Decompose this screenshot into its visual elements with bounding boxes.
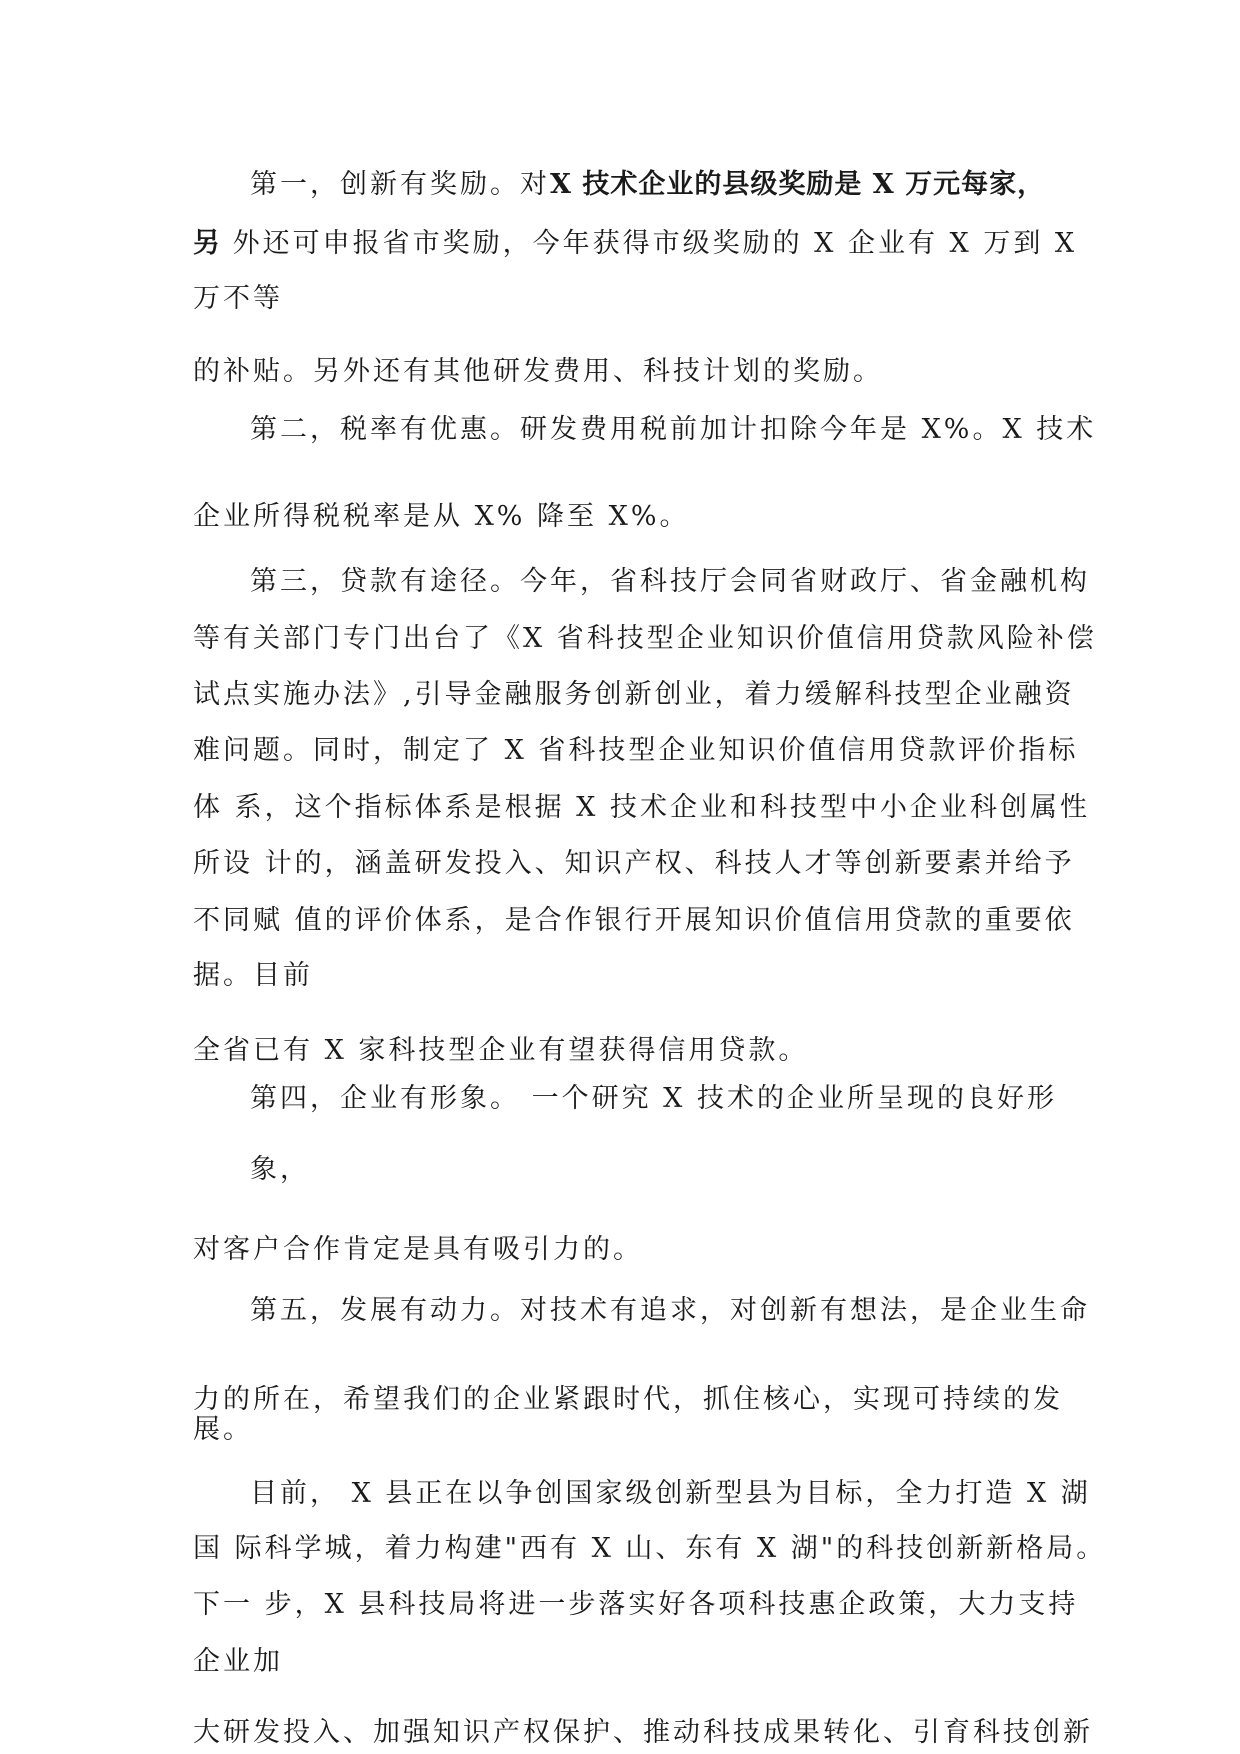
paragraph-5-line-2: 力的所在，希望我们的企业紧跟时代，抓住核心，实现可持续的发 [193,1384,1063,1415]
paragraph-2-line-1: 第二，税率有优惠。研发费用税前加计扣除今年是 X%。X 技术 [250,414,1097,445]
paragraph-3-line-9: 全省已有 X 家科技型企业有望获得信用贷款。 [193,1035,809,1066]
paragraph-5-line-1: 第五，发展有动力。对技术有追求，对创新有想法，是企业生命 [250,1295,1090,1326]
paragraph-3-line-3: 试点实施办法》,引导金融服务创新创业，着力缓解科技型企业融资 [193,679,1075,710]
paragraph-6-line-5: 大研发投入、加强知识产权保护、推动科技成果转化、引育科技创新 [193,1717,1093,1748]
paragraph-1-line-1-bold: X 技术企业的县级奖励是 X 万元每家， [550,169,1046,200]
paragraph-1-line-4: 的补贴。另外还有其他研发费用、科技计划的奖励。 [193,356,883,387]
paragraph-3-line-1: 第三，贷款有途径。今年，省科技厅会同省财政厅、省金融机构 [250,566,1090,597]
paragraph-3-line-5: 体 系，这个指标体系是根据 X 技术企业和科技型中小企业科创属性 [193,792,1090,823]
paragraph-3-line-2: 等有关部门专门出台了《X 省科技型企业知识价值信用贷款风险补偿 [193,623,1097,654]
paragraph-6-line-4: 企业加 [193,1646,283,1677]
paragraph-1-line-2-normal: 外还可申报省市奖励，今年获得市级奖励的 X 企业有 X 万到 X [221,228,1078,259]
paragraph-1-line-1 [250,168,1045,202]
paragraph-1-line-3: 万不等 [193,283,283,314]
paragraph-6-line-2: 国 际科学城，着力构建"西有 X 山、东有 X 湖"的科技创新新格局。 [193,1533,1107,1564]
paragraph-1-line-2-bold: 另 [193,228,221,259]
paragraph-3-line-4: 难问题。同时，制定了 X 省科技型企业知识价值信用贷款评价指标 [193,735,1079,766]
paragraph-5-line-3: 展。 [193,1414,253,1445]
paragraph-2-line-2: 企业所得税税率是从 X% 降至 X%。 [193,501,690,532]
paragraph-1-line-2 [193,227,1077,261]
paragraph-6-line-3: 下一 步，X 县科技局将进一步落实好各项科技惠企政策，大力支持 [193,1589,1079,1620]
paragraph-1-line-1-normal: 第一，创新有奖励。对 [250,169,550,200]
paragraph-4-line-2: 象， [250,1154,310,1185]
paragraph-4-line-1: 第四，企业有形象。 一个研究 X 技术的企业所呈现的良好形 [250,1083,1057,1114]
paragraph-3-line-8: 据。目前 [193,960,313,991]
paragraph-6-line-1: 目前， X 县正在以争创国家级创新型县为目标，全力打造 X 湖 [250,1478,1091,1509]
paragraph-4-line-3: 对客户合作肯定是具有吸引力的。 [193,1234,643,1265]
paragraph-3-line-6: 所设 计的，涵盖研发投入、知识产权、科技人才等创新要素并给予 [193,848,1075,879]
paragraph-3-line-7: 不同赋 值的评价体系，是合作银行开展知识价值信用贷款的重要依 [193,905,1075,936]
